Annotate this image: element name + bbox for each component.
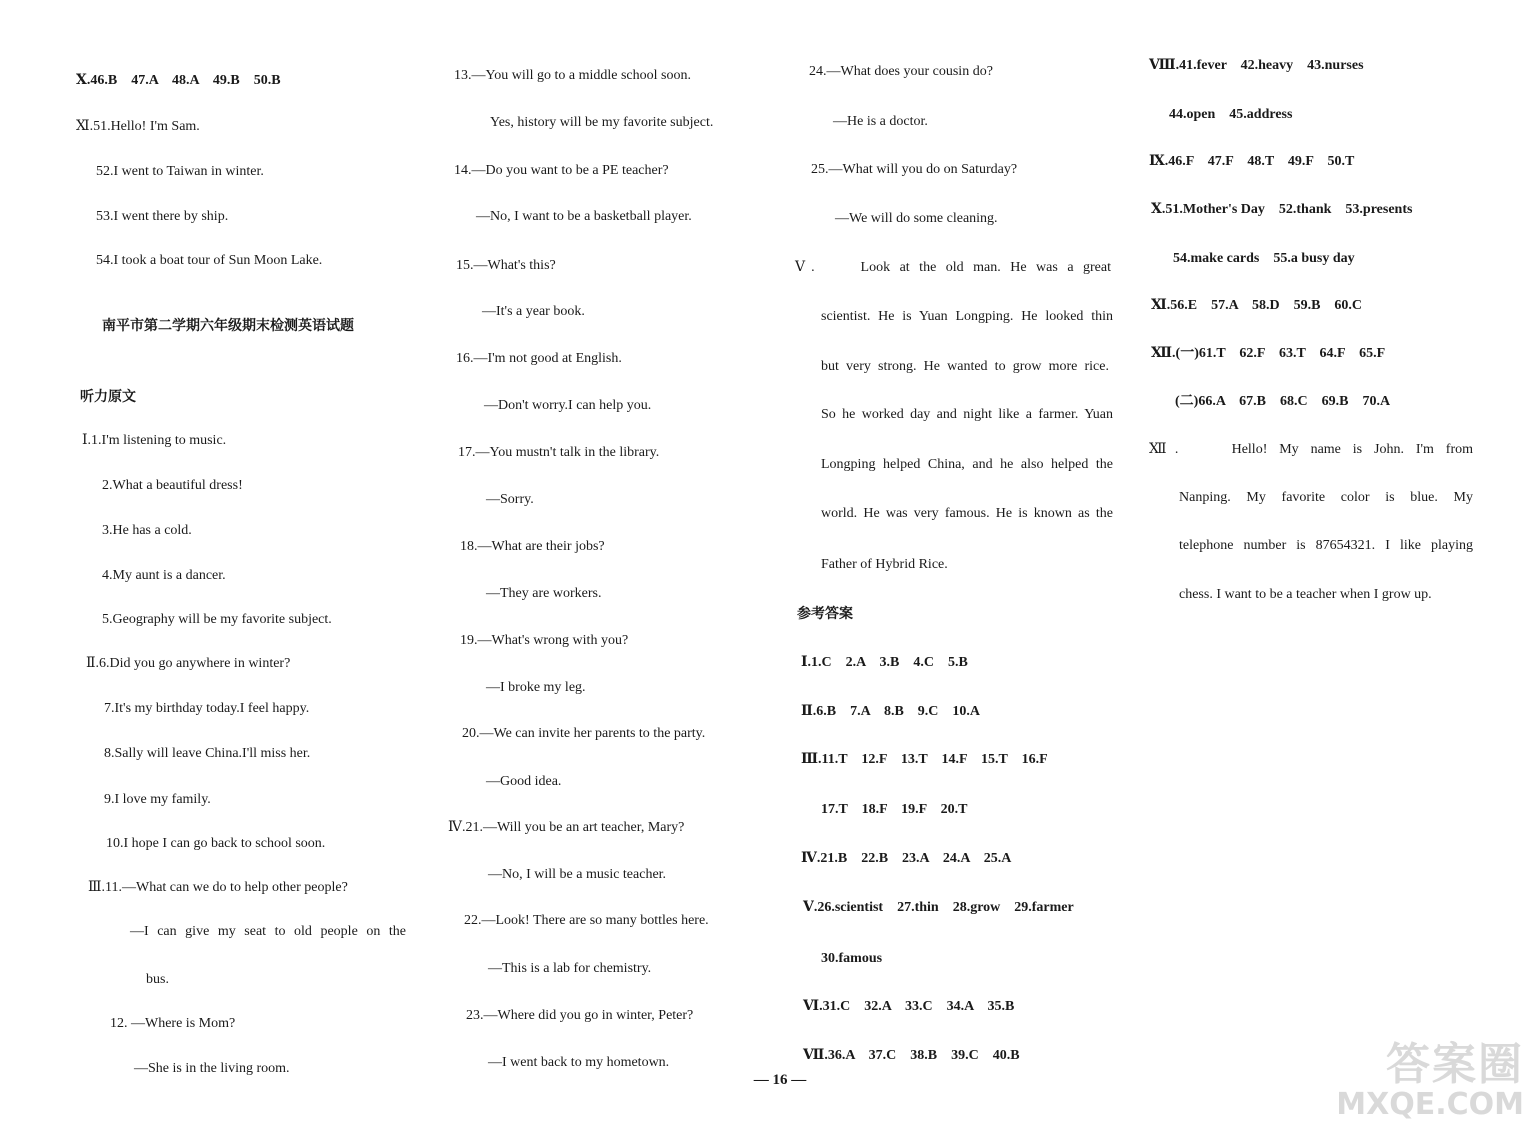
script-line: 16.—I'm not good at English.: [456, 351, 622, 366]
passage-line: Nanping. My favorite color is blue. My: [1179, 490, 1473, 505]
script-line: Ⅰ.1.I'm listening to music.: [82, 433, 227, 448]
script-line: —I broke my leg.: [486, 680, 586, 695]
answer-line: Ⅵ.31.C 32.A 33.C 34.A 35.B: [803, 999, 1015, 1014]
script-line: 17.—You mustn't talk in the library.: [458, 445, 660, 460]
watermark-logo: [1336, 1041, 1524, 1121]
script-line: —I went back to my hometown.: [488, 1055, 670, 1070]
script-line: Ⅲ.11.—What can we do to help other people?: [88, 880, 348, 895]
answer-line: Ⅸ.46.F 47.F 48.T 49.F 50.T: [1149, 154, 1355, 169]
answer-line: 52.I went to Taiwan in winter.: [96, 164, 264, 179]
script-line: 18.—What are their jobs?: [460, 539, 605, 554]
answer-line: 54.make cards 55.a busy day: [1173, 251, 1355, 266]
answer-line: Ⅹ.51.Mother's Day 52.thank 53.presents: [1151, 202, 1413, 217]
section-heading: 听力原文: [80, 390, 136, 405]
answer-line: Ⅹ.46.B 47.A 48.A 49.B 50.B: [76, 73, 281, 88]
script-line: —She is in the living room.: [134, 1061, 290, 1076]
passage-line: So he worked day and night like a farmer. Yuan: [821, 407, 1113, 422]
script-line: 2.What a beautiful dress!: [102, 478, 243, 493]
script-line: —Good idea.: [486, 774, 562, 789]
answer-line: Ⅷ.41.fever 42.heavy 43.nurses: [1149, 58, 1364, 73]
script-line: —He is a doctor.: [833, 114, 928, 129]
script-line: Ⅳ.21.—Will you be an art teacher, Mary?: [448, 820, 685, 835]
passage-line: chess. I want to be a teacher when I grow up.: [1179, 587, 1432, 602]
watermark-cn: 答案圈: [1386, 1039, 1524, 1090]
script-line: 7.It's my birthday today.I feel happy.: [104, 701, 310, 716]
passage-line: Longping helped China, and he also helped the: [821, 457, 1113, 472]
script-line: 14.—Do you want to be a PE teacher?: [454, 163, 669, 178]
page-number: — 16 —: [753, 1072, 807, 1088]
script-line: 22.—Look! There are so many bottles here.: [464, 913, 709, 928]
script-line: 13.—You will go to a middle school soon.: [454, 68, 691, 83]
passage-line: scientist. He is Yuan Longping. He looked thin: [821, 309, 1113, 324]
answer-line: 30.famous: [821, 951, 883, 966]
answer-line: 54.I took a boat tour of Sun Moon Lake.: [96, 253, 323, 268]
answer-line: 53.I went there by ship.: [96, 209, 229, 224]
watermark-en: MXQE.COM: [1336, 1087, 1524, 1122]
script-line: 12. —Where is Mom?: [110, 1016, 236, 1031]
answer-line: Ⅰ.1.C 2.A 3.B 4.C 5.B: [801, 655, 968, 670]
script-line: —No, I will be a music teacher.: [488, 867, 667, 882]
script-line: —I can give my seat to old people on the: [130, 924, 406, 939]
script-line: 3.He has a cold.: [102, 523, 192, 538]
script-line: 10.I hope I can go back to school soon.: [106, 836, 326, 851]
exam-title: 南平市第二学期六年级期末检测英语试题: [102, 319, 354, 334]
passage-line: Ⅴ. Look at the old man. He was a great: [795, 260, 1111, 275]
answer-line: Ⅺ.56.E 57.A 58.D 59.B 60.C: [1151, 298, 1363, 313]
passage-line: Ⅻ. Hello! My name is John. I'm from: [1149, 442, 1473, 457]
section-heading: 参考答案: [797, 607, 853, 622]
script-line: 4.My aunt is a dancer.: [102, 568, 226, 583]
script-line: —Sorry.: [486, 492, 534, 507]
script-line: 5.Geography will be my favorite subject.: [102, 612, 332, 627]
passage-line: Father of Hybrid Rice.: [821, 557, 948, 572]
script-line: 8.Sally will leave China.I'll miss her.: [104, 746, 311, 761]
script-line: —They are workers.: [486, 586, 602, 601]
answer-line: Ⅱ.6.B 7.A 8.B 9.C 10.A: [801, 704, 981, 719]
script-line: 20.—We can invite her parents to the party.: [462, 726, 706, 741]
script-line: —We will do some cleaning.: [835, 211, 998, 226]
script-line: —No, I want to be a basketball player.: [476, 209, 692, 224]
column-2: [448, 0, 793, 1129]
answer-line: Ⅻ.(一)61.T 62.F 63.T 64.F 65.F: [1151, 346, 1386, 361]
script-line: 19.—What's wrong with you?: [460, 633, 629, 648]
script-line: —It's a year book.: [482, 304, 585, 319]
script-line: 24.—What does your cousin do?: [809, 64, 993, 79]
script-line: bus.: [146, 972, 169, 987]
answer-line: Ⅲ.11.T 12.F 13.T 14.F 15.T 16.F: [801, 752, 1048, 767]
script-line: —Don't worry.I can help you.: [484, 398, 652, 413]
script-line: Yes, history will be my favorite subject.: [490, 115, 714, 130]
answer-line: Ⅳ.21.B 22.B 23.A 24.A 25.A: [801, 851, 1012, 866]
script-line: 9.I love my family.: [104, 792, 211, 807]
passage-line: world. He was very famous. He is known as the: [821, 506, 1113, 521]
answer-line: 44.open 45.address: [1169, 107, 1293, 122]
answer-line: 17.T 18.F 19.F 20.T: [821, 802, 968, 817]
passage-line: but very strong. He wanted to grow more rice.: [821, 359, 1109, 374]
answer-line: (二)66.A 67.B 68.C 69.B 70.A: [1175, 394, 1391, 409]
answer-line: Ⅺ.51.Hello! I'm Sam.: [76, 119, 200, 134]
column-1: [74, 0, 434, 1129]
script-line: Ⅱ.6.Did you go anywhere in winter?: [86, 656, 291, 671]
column-4: [1147, 0, 1487, 1129]
answer-line: Ⅴ.26.scientist 27.thin 28.grow 29.farmer: [803, 900, 1074, 915]
script-line: —This is a lab for chemistry.: [488, 961, 652, 976]
script-line: 15.—What's this?: [456, 258, 556, 273]
script-line: 25.—What will you do on Saturday?: [811, 162, 1018, 177]
answer-line: Ⅶ.36.A 37.C 38.B 39.C 40.B: [803, 1048, 1020, 1063]
script-line: 23.—Where did you go in winter, Peter?: [466, 1008, 694, 1023]
column-3: [793, 0, 1123, 1129]
passage-line: telephone number is 87654321. I like playing: [1179, 538, 1473, 553]
